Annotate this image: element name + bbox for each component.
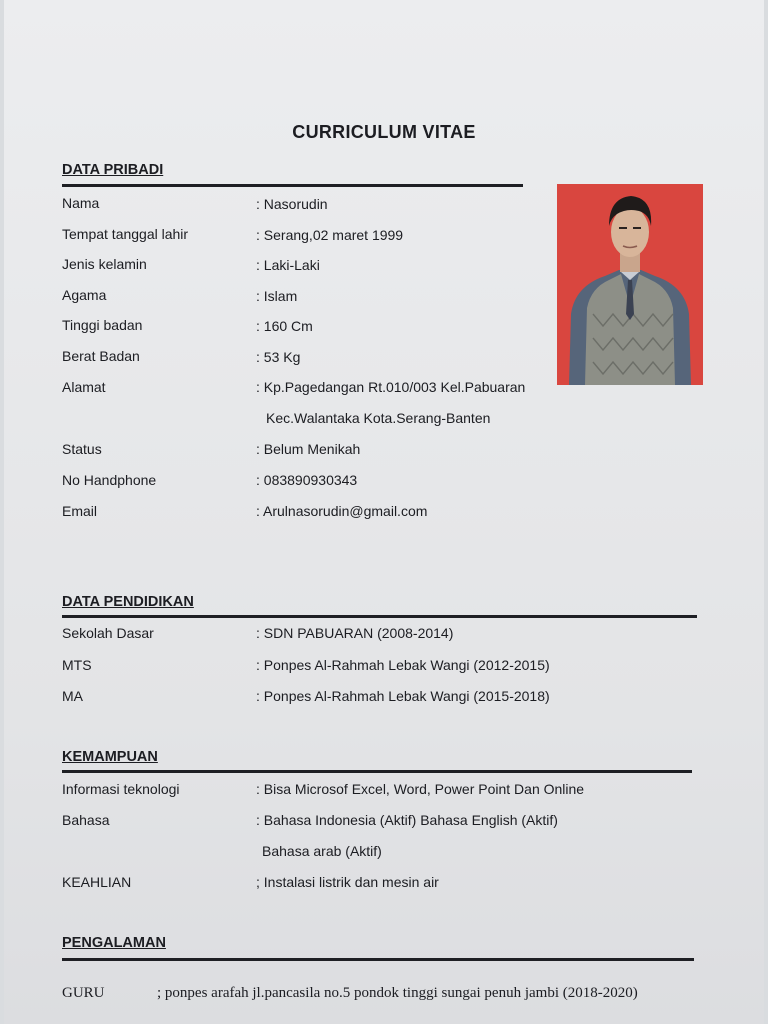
value-guru: ; ponpes arafah jl.pancasila no.5 pondok tinggi sungai penuh jambi (2018-2020) [157, 985, 638, 1001]
document-title: CURRICULUM VITAE [292, 122, 476, 142]
value-bahasa-line1: : Bahasa Indonesia (Aktif) Bahasa English (Aktif) [256, 812, 558, 828]
value-bahasa-line2: Bahasa arab (Aktif) [262, 843, 382, 859]
value-status: : Belum Menikah [256, 441, 361, 457]
profile-photo [557, 184, 703, 385]
value-no-handphone: : 083890930343 [256, 472, 358, 488]
label-keahlian: KEAHLIAN [62, 874, 132, 890]
value-berat-badan: : 53 Kg [256, 349, 301, 365]
value-agama: : Islam [256, 288, 298, 304]
label-tempat-tanggal-lahir: Tempat tanggal lahir [62, 226, 189, 242]
value-email: : Arulnasorudin@gmail.com [256, 503, 428, 519]
label-email: Email [62, 503, 98, 519]
label-tinggi-badan: Tinggi badan [62, 317, 143, 333]
person-silhouette-icon [557, 184, 703, 385]
label-bahasa: Bahasa [62, 812, 110, 828]
value-informasi-teknologi: : Bisa Microsof Excel, Word, Power Point Dan Online [256, 781, 585, 797]
label-agama: Agama [62, 287, 107, 303]
section-rule [62, 770, 692, 773]
label-status: Status [62, 441, 102, 457]
value-mts: : Ponpes Al-Rahmah Lebak Wangi (2012-2015) [256, 657, 550, 673]
section-rule [62, 615, 697, 618]
label-alamat: Alamat [62, 379, 106, 395]
section-rule [62, 958, 694, 961]
section-rule [62, 184, 523, 187]
label-ma: MA [62, 688, 83, 704]
cv-paper [4, 0, 764, 1024]
label-jenis-kelamin: Jenis kelamin [62, 256, 147, 272]
value-alamat-line2: Kec.Walantaka Kota.Serang-Banten [266, 410, 491, 426]
value-jenis-kelamin: : Laki-Laki [256, 257, 320, 273]
label-guru: GURU [62, 985, 105, 1001]
section-heading-data-pribadi: DATA PRIBADI [62, 162, 164, 178]
value-nama: : Nasorudin [256, 196, 328, 212]
value-sekolah-dasar: : SDN PABUARAN (2008-2014) [256, 625, 454, 641]
label-berat-badan: Berat Badan [62, 348, 140, 364]
value-keahlian: ; Instalasi listrik dan mesin air [256, 874, 439, 890]
section-heading-pengalaman: PENGALAMAN [62, 935, 166, 951]
value-tempat-tanggal-lahir: : Serang,02 maret 1999 [256, 227, 404, 243]
value-alamat-line1: : Kp.Pagedangan Rt.010/003 Kel.Pabuaran [256, 379, 526, 395]
label-nama: Nama [62, 195, 100, 211]
label-no-handphone: No Handphone [62, 472, 157, 488]
value-tinggi-badan: : 160 Cm [256, 318, 313, 334]
label-sekolah-dasar: Sekolah Dasar [62, 625, 154, 641]
value-ma: : Ponpes Al-Rahmah Lebak Wangi (2015-2018) [256, 688, 550, 704]
label-mts: MTS [62, 657, 92, 673]
section-heading-data-pendidikan: DATA PENDIDIKAN [62, 594, 194, 610]
section-heading-kemampuan: KEMAMPUAN [62, 749, 158, 765]
label-informasi-teknologi: Informasi teknologi [62, 781, 180, 797]
